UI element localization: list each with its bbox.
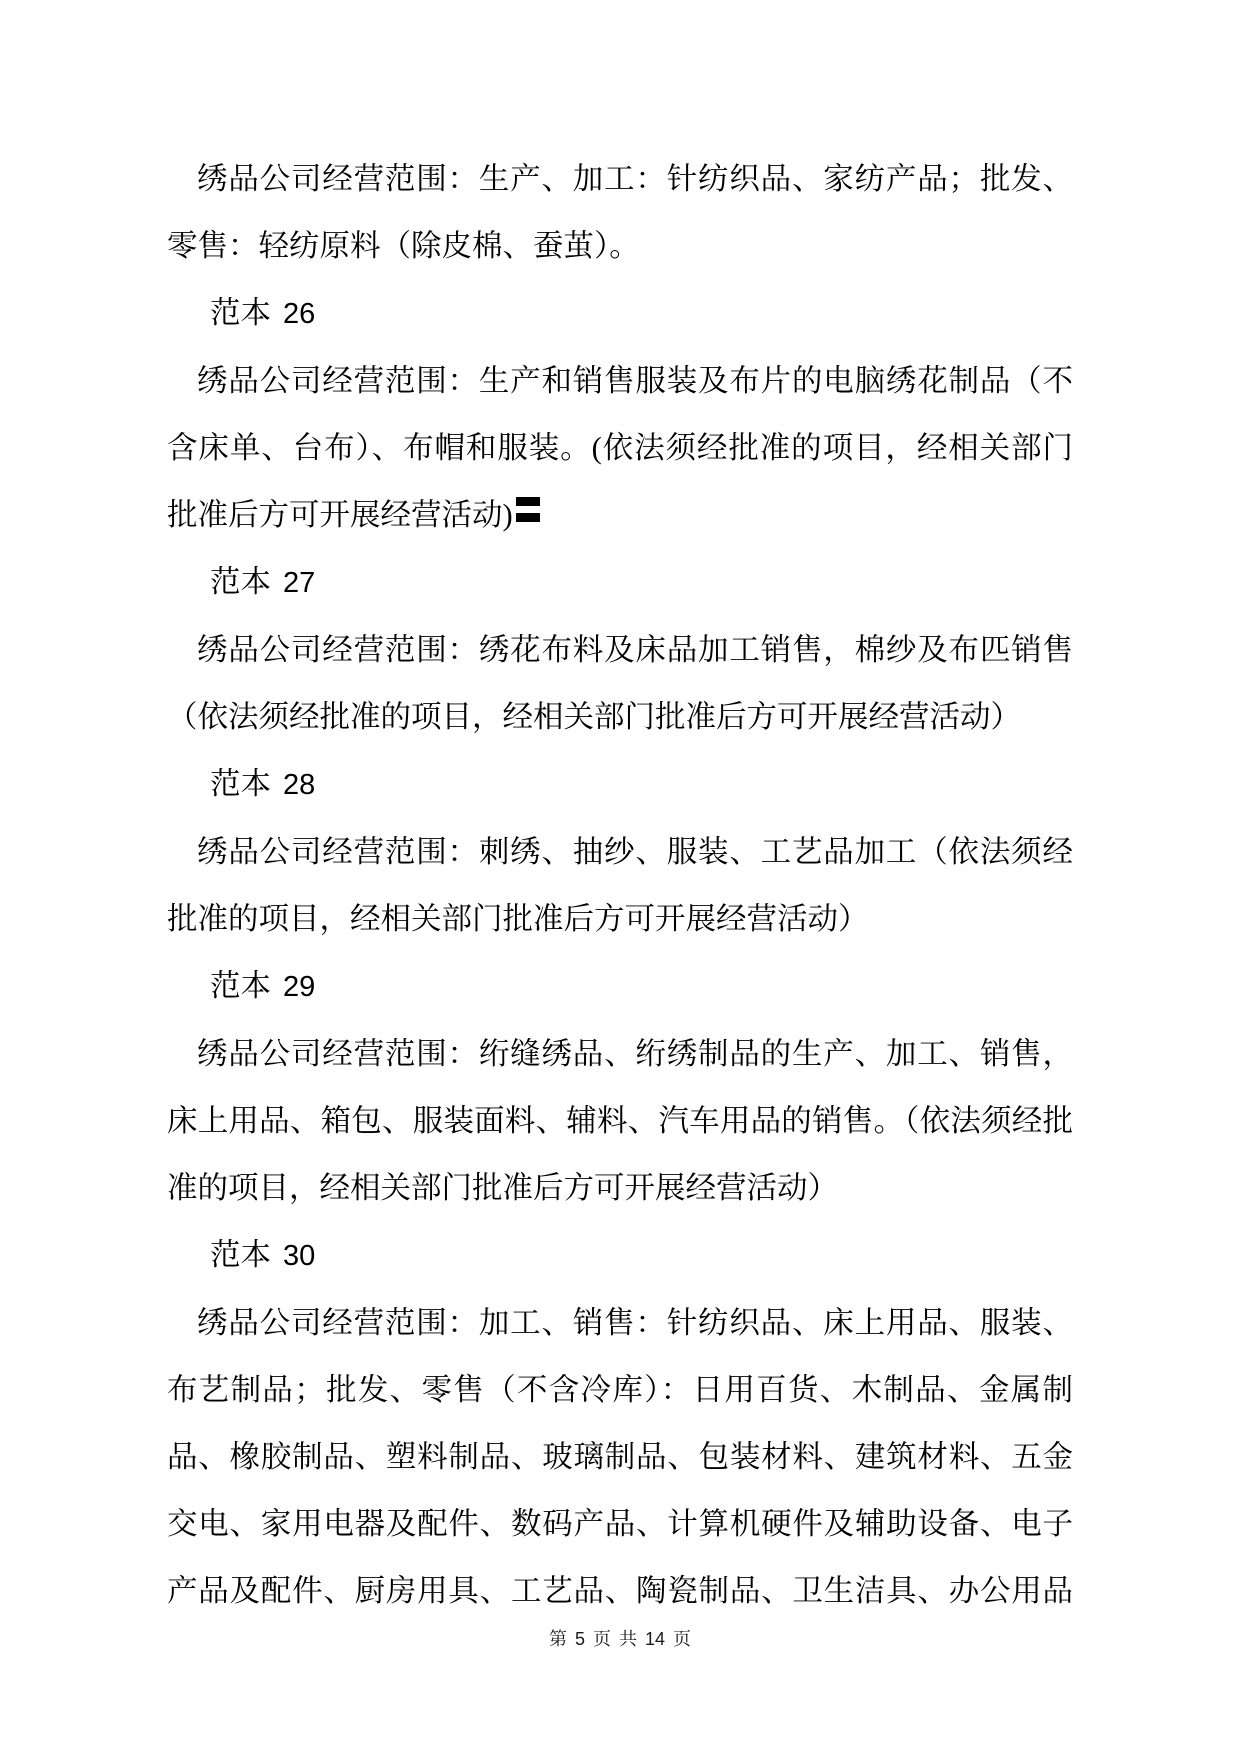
sample-heading-label: 范本 [210, 1238, 271, 1272]
sample-heading-number: 27 [283, 567, 316, 599]
paragraph-scope-26 [167, 348, 1073, 549]
sample-heading-label: 范本 [210, 969, 271, 1003]
footer-total-label: 页 [673, 1629, 692, 1649]
footer-page-number: 5 [574, 1629, 585, 1649]
sample-heading-27 [167, 549, 1073, 617]
paragraph-scope-29: 绣品公司经营范围：绗缝绣品、绗绣制品的生产、加工、销售，床上用品、箱包、服装面料、辅料、汽车用品的销售。（依法须经批准的项目，经相关部门批准后方可开展经营活动） [167, 1037, 1073, 1205]
sample-heading-label: 范本 [210, 296, 271, 330]
footer-prefix: 第 [548, 1629, 567, 1649]
sample-heading-26 [167, 280, 1073, 348]
sample-heading-number: 28 [283, 769, 316, 801]
paragraph-scope-25: 绣品公司经营范围：生产、加工：针纺织品、家纺产品；批发、零售：轻纺原料（除皮棉、蚕茧）。 [167, 162, 1073, 263]
geta-mark-icon [516, 497, 540, 522]
page-number-footer [0, 1626, 1240, 1652]
paragraph-scope-27: 绣品公司经营范围：绣花布料及床品加工销售，棉纱及布匹销售（依法须经批准的项目，经相关部门批准后方可开展经营活动） [167, 633, 1073, 734]
footer-page-label: 页 [592, 1629, 611, 1649]
sample-heading-number: 29 [283, 971, 316, 1003]
paragraph-scope-30: 绣品公司经营范围：加工、销售：针纺织品、床上用品、服装、布艺制品；批发、零售（不含冷库）：日用百货、木制品、金属制品、橡胶制品、塑料制品、玻璃制品、包装材料、建筑材料、五金交电、家用电器及配件、数码产品、计算机硬件及辅助设备、电子产品及配件、厨房用具、工艺品、陶瓷制品、卫生洁具、办公用品 [167, 1306, 1073, 1608]
sample-heading-30 [167, 1222, 1073, 1290]
paragraph-text: 绣品公司经营范围：生产和销售服装及布片的电脑绣花制品（不含床单、台布）、布帽和服装。(依法须经批准的项目，经相关部门批准后方可开展经营活动) [167, 364, 1073, 532]
sample-heading-29 [167, 953, 1073, 1021]
paragraph-scope-28: 绣品公司经营范围：刺绣、抽纱、服装、工艺品加工（依法须经批准的项目，经相关部门批准后方可开展经营活动） [167, 835, 1073, 936]
footer-conjunction: 共 [618, 1629, 637, 1649]
sample-heading-28 [167, 751, 1073, 819]
sample-heading-label: 范本 [210, 565, 271, 599]
sample-heading-number: 26 [283, 298, 316, 330]
sample-heading-label: 范本 [210, 767, 271, 801]
document-body [167, 146, 1073, 1625]
footer-total-pages: 14 [644, 1629, 666, 1649]
sample-heading-number: 30 [283, 1240, 316, 1272]
